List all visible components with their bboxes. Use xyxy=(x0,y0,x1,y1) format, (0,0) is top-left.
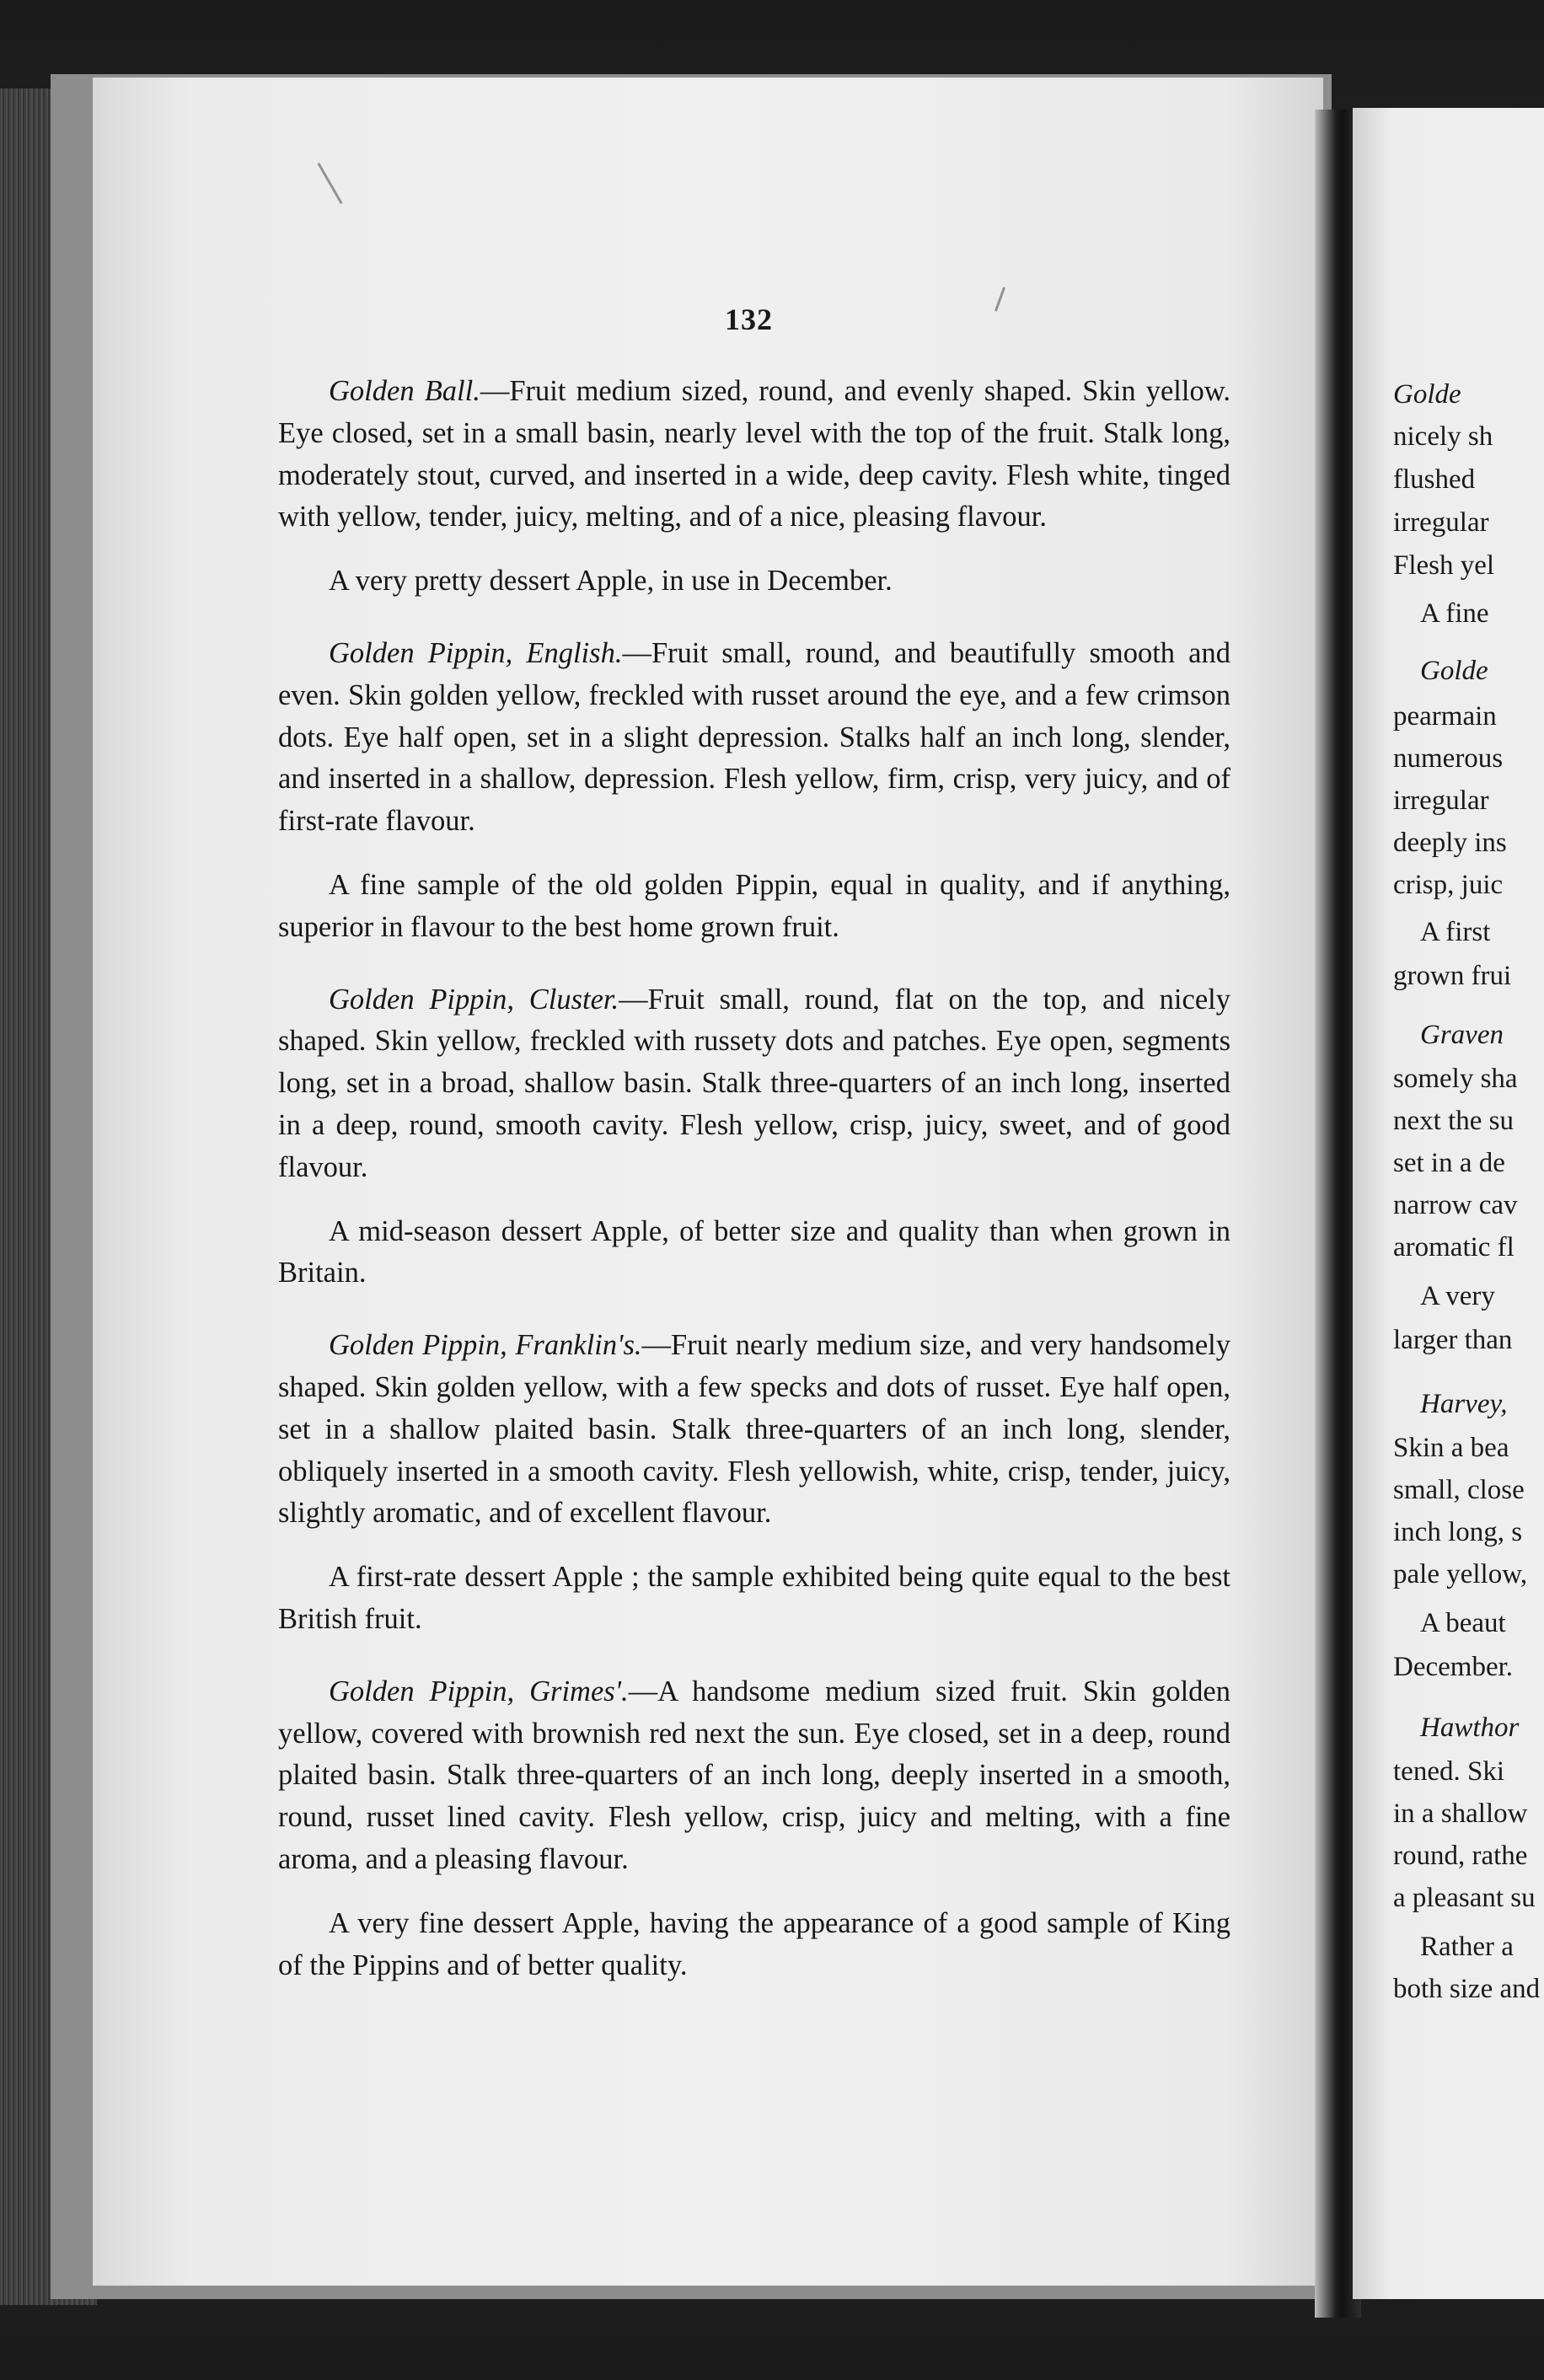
next-page-line: in a shallow xyxy=(1393,1798,1528,1829)
next-page-line: Graven xyxy=(1420,1020,1504,1050)
next-page-line: pearmain xyxy=(1393,701,1497,732)
next-page-line: numerous xyxy=(1393,743,1504,774)
variety-name: Golden Pippin, Grimes'. xyxy=(329,1675,629,1707)
right-page-partial xyxy=(1353,108,1544,2299)
next-page-line: flushed xyxy=(1393,464,1476,495)
next-page-line: pale yellow, xyxy=(1393,1559,1528,1589)
entry-golden-pippin-cluster xyxy=(278,979,1230,1189)
next-page-line: grown frui xyxy=(1393,961,1512,991)
next-page-line: irregular xyxy=(1393,785,1489,816)
entry-golden-ball xyxy=(278,371,1230,539)
next-page-line: Rather a xyxy=(1420,1932,1514,1962)
next-page-line: Golde xyxy=(1393,379,1461,410)
next-page-line: next the su xyxy=(1393,1106,1514,1136)
next-page-line: crisp, juic xyxy=(1393,870,1504,900)
next-page-line: somely sha xyxy=(1393,1064,1518,1094)
variety-description: —A handsome medium sized fruit. Skin golden yellow, covered with brownish red next the sun. Eye closed, set in a deep, round plaited basin. Stalk three-quarters of an inch long, deeply inserted in a smooth, round, russet lined cavity. Flesh yellow, crisp, juicy and melting, with a fine aroma, and a pleasing flavour. xyxy=(278,1675,1230,1875)
entry-golden-pippin-franklins xyxy=(278,1325,1230,1535)
variety-description: —Fruit small, round, and beautifully smooth and even. Skin golden yellow, freckled with russet around the eye, and a few crimson dots. Eye half open, set in a slight depression. Stalks half an inch long, slender, and inserted in a shallow, depression. Flesh yellow, firm, crisp, very juicy, and of first-rate flavour. xyxy=(278,636,1230,838)
next-page-line: tened. Ski xyxy=(1393,1756,1504,1787)
variety-description: —Fruit nearly medium size, and very handsomely shaped. Skin golden yellow, with a few specks and dots of russet. Eye half open, set in a shallow plaited basin. Stalk three-quarters of an inch long, slender, obliquely inserted in a smooth cavity. Flesh yellowish, white, crisp, tender, juicy, slightly aromatic, and of excellent flavour. xyxy=(278,1329,1230,1530)
variety-description: —Fruit small, round, flat on the top, and nicely shaped. Skin yellow, freckled with russety dots and patches. Eye open, segments long, set in a broad, shallow basin. Stalk three-quarters of an inch long, inserted in a deep, round, smooth cavity. Flesh yellow, crisp, juicy, sweet, and of good flavour. xyxy=(278,983,1230,1183)
entry-golden-pippin-grimes xyxy=(278,1671,1230,1881)
next-page-line: A very xyxy=(1420,1281,1495,1311)
variety-name: Golden Ball. xyxy=(329,375,480,407)
next-page-line: A first xyxy=(1420,917,1491,947)
next-page-line: deeply ins xyxy=(1393,828,1507,858)
next-page-line: both size and xyxy=(1393,1974,1541,2004)
variety-description: —Fruit medium sized, round, and evenly shaped. Skin yellow. Eye closed, set in a small basin, nearly level with the top of the fruit. Stalk long, moderately stout, curved, and inserted in a wide, deep cavity. Flesh white, tinged with yellow, tender, juicy, melting, and of a nice, pleasing flavour. xyxy=(278,375,1230,533)
next-page-line: A beaut xyxy=(1420,1608,1506,1638)
text-column xyxy=(278,371,1230,2017)
variety-name: Golden Pippin, English. xyxy=(329,636,623,669)
variety-name: Golden Pippin, Cluster. xyxy=(329,983,619,1016)
next-page-line: irregular xyxy=(1393,507,1489,538)
entry-note: A first-rate dessert Apple ; the sample exhibited being quite equal to the best British fruit. xyxy=(278,1561,1230,1635)
next-page-line: a pleasant su xyxy=(1393,1883,1536,1913)
next-page-line: inch long, s xyxy=(1393,1517,1523,1547)
next-page-line: Harvey, xyxy=(1420,1389,1508,1419)
next-page-line: round, rathe xyxy=(1393,1841,1528,1871)
page-number: 132 xyxy=(725,303,773,336)
next-page-line: Skin a bea xyxy=(1393,1433,1509,1463)
entry-golden-pippin-english xyxy=(278,633,1230,843)
entry-note: A mid-season dessert Apple, of better size and quality than when grown in Britain. xyxy=(278,1214,1230,1289)
next-page-line: Golde xyxy=(1420,656,1488,686)
entry-note: A very pretty dessert Apple, in use in December. xyxy=(329,565,893,598)
next-page-line: nicely sh xyxy=(1393,421,1493,452)
next-page-line: December. xyxy=(1393,1652,1514,1682)
next-page-line: Flesh yel xyxy=(1393,550,1495,581)
next-page-line: aromatic fl xyxy=(1393,1232,1515,1262)
next-page-line: small, close xyxy=(1393,1475,1525,1505)
next-page-line: narrow cav xyxy=(1393,1190,1518,1220)
variety-name: Golden Pippin, Franklin's. xyxy=(329,1329,642,1362)
next-page-line: set in a de xyxy=(1393,1148,1505,1178)
next-page-line: Hawthor xyxy=(1420,1713,1520,1743)
next-page-line: larger than xyxy=(1393,1325,1513,1355)
entry-note: A very fine dessert Apple, having the appearance of a good sample of King of the Pippins and of better quality. xyxy=(278,1906,1230,1981)
entry-note: A fine sample of the old golden Pippin, equal in quality, and if anything, superior in flavour to the best home grown fruit. xyxy=(278,868,1230,943)
next-page-line: A fine xyxy=(1420,598,1489,629)
